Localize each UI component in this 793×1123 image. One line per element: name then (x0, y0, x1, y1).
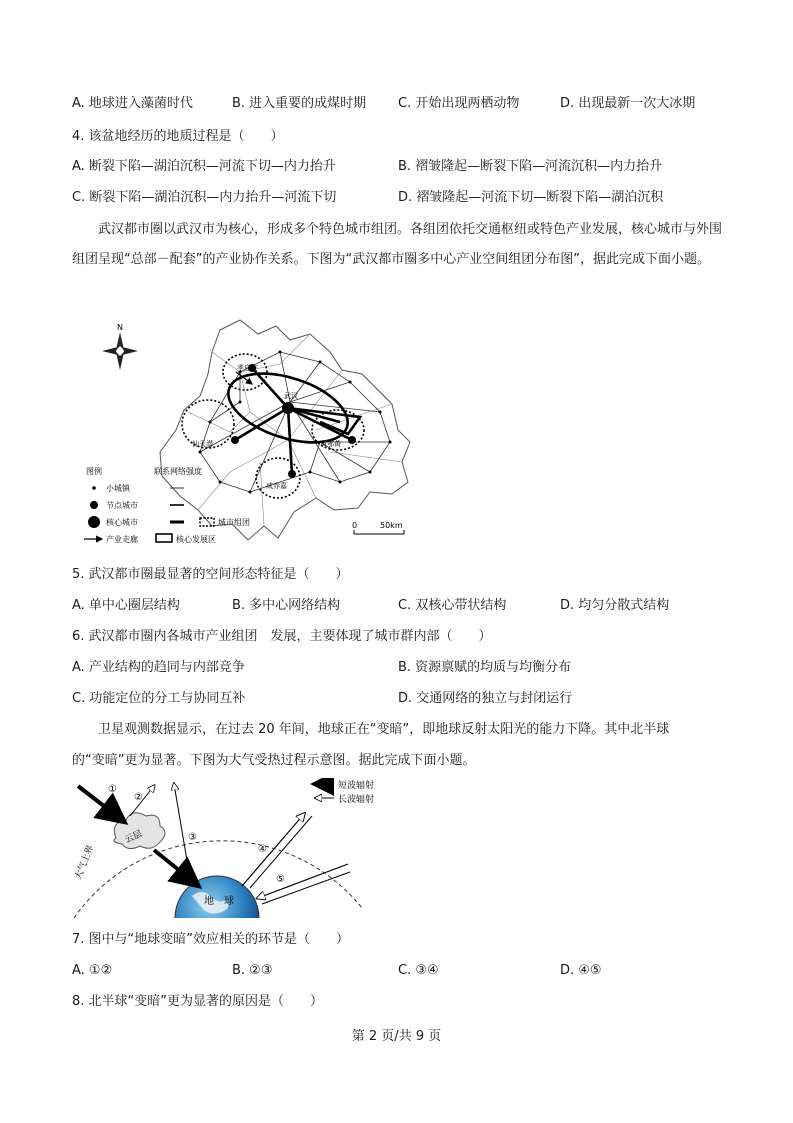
legend-long-wave: 长波辐射 (338, 795, 375, 805)
q5-option-a: A. 单中心圈层结构 (72, 598, 180, 613)
passage-dimming-line1: 卫星观测数据显示，在过去 20 年间，地球正在“变暗”，即地球反射太阳光的能力下降。其中北半球 (98, 722, 670, 737)
north-label: N (117, 323, 123, 332)
q7-option-d: D. ④⑤ (560, 963, 602, 978)
network-strength-title: 联系网络强度 (154, 467, 202, 476)
compass-icon (102, 323, 138, 370)
passage-wuhan: 武汉都市圈以武汉市为核心，形成多个特色城市组团。各组团依托交通枢纽或特色产业发展，核心城市与外围组团呈现“总部－配套”的产业协作关系。下图为“武汉都市圈多中心产业空间组团分布图”，据此完成下面小题。 (72, 222, 723, 267)
legend-cluster: 城市组团 (218, 518, 250, 527)
atmosphere-heating-diagram (72, 778, 402, 918)
q5-option-b: B. 多中心网络结构 (232, 598, 341, 613)
legend-corridor: 产业走廊 (106, 535, 138, 544)
label-2: ② (134, 792, 143, 803)
q6-stem: 6. 武汉都市圈内各城市产业组团 发展，主要体现了城市群内部（ ） (72, 629, 492, 644)
label-5: ⑤ (276, 874, 285, 885)
city-label-xiantao: 仙天潜 (192, 440, 213, 448)
q7-option-c: C. ③④ (398, 963, 439, 978)
q4-option-c: C. 断裂下陷—湖泊沉积—内力抬升—河流下切 (72, 190, 337, 205)
q4-option-d: D. 褶皱隆起—河流下切—断裂下陷—湖泊沉积 (398, 190, 664, 205)
q6-option-a: A. 产业结构的趋同与内部竞争 (72, 660, 245, 675)
legend-node-city: 节点城市 (106, 501, 138, 510)
legend-core-zone: 核心发展区 (176, 535, 216, 544)
city-label-huanggang: 黄鄂黄 (320, 440, 341, 448)
passage-dimming-line2: 的“变暗”更为显著。下图为大气受热过程示意图。据此完成下面小题。 (72, 753, 476, 768)
legend-small-town: 小城镇 (106, 484, 130, 493)
page-footer: 第 2 页/共 9 页 (351, 1029, 442, 1044)
q6-option-c: C. 功能定位的分工与协同互补 (72, 691, 246, 706)
q5-stem: 5. 武汉都市圈最显著的空间形态特征是（ ） (72, 567, 349, 582)
label-4: ④ (258, 844, 267, 855)
atmosphere-label: 大气上界 (73, 843, 97, 882)
q8-stem: 8. 北半球“变暗”更为显著的原因是（ ） (72, 994, 324, 1009)
q5-option-d: D. 均匀分散式结构 (560, 598, 670, 613)
wuhan-metro-map (80, 312, 440, 552)
q3-option-a: A. 地球进入藻菌时代 (72, 96, 193, 111)
earth-label: 地 球 (204, 896, 234, 907)
q7-option-a: A. ①② (72, 963, 113, 978)
city-label-wuhan: 武汉 (284, 392, 298, 400)
scale-label: 50km (380, 521, 403, 530)
q7-stem: 7. 图中与“地球变暗”效应相关的环节是（ ） (72, 932, 350, 947)
label-1: ① (108, 784, 117, 795)
q3-option-d: D. 出现最新一次大冰期 (560, 96, 696, 111)
city-label-xianchi: 咸赤嘉 (266, 482, 287, 490)
scale-zero: 0 (352, 521, 358, 530)
q6-option-d: D. 交通网络的独立与封闭运行 (398, 691, 573, 706)
legend-short-wave: 短波辐射 (338, 781, 375, 791)
q6-option-b: B. 资源禀赋的均质与均衡分布 (398, 660, 572, 675)
legend-title: 图例 (86, 467, 102, 476)
legend-core-city: 核心城市 (106, 518, 138, 527)
q3-option-c: C. 开始出现两栖动物 (398, 96, 520, 111)
q5-option-c: C. 双核心带状结构 (398, 598, 507, 613)
cloud-label: 云层 (123, 829, 144, 846)
q7-option-b: B. ②③ (232, 963, 273, 978)
label-3: ③ (188, 832, 197, 843)
q4-option-a: A. 断裂下陷—湖泊沉积—河流下切—内力抬升 (72, 159, 336, 174)
q3-option-b: B. 进入重要的成煤时期 (232, 96, 367, 111)
q4-stem: 4. 该盆地经历的地质过程是（ ） (72, 129, 284, 144)
city-label-xiaogan: 孝应安 (237, 364, 258, 372)
q4-option-b: B. 褶皱隆起—断裂下陷—河流沉积—内力抬升 (398, 159, 663, 174)
